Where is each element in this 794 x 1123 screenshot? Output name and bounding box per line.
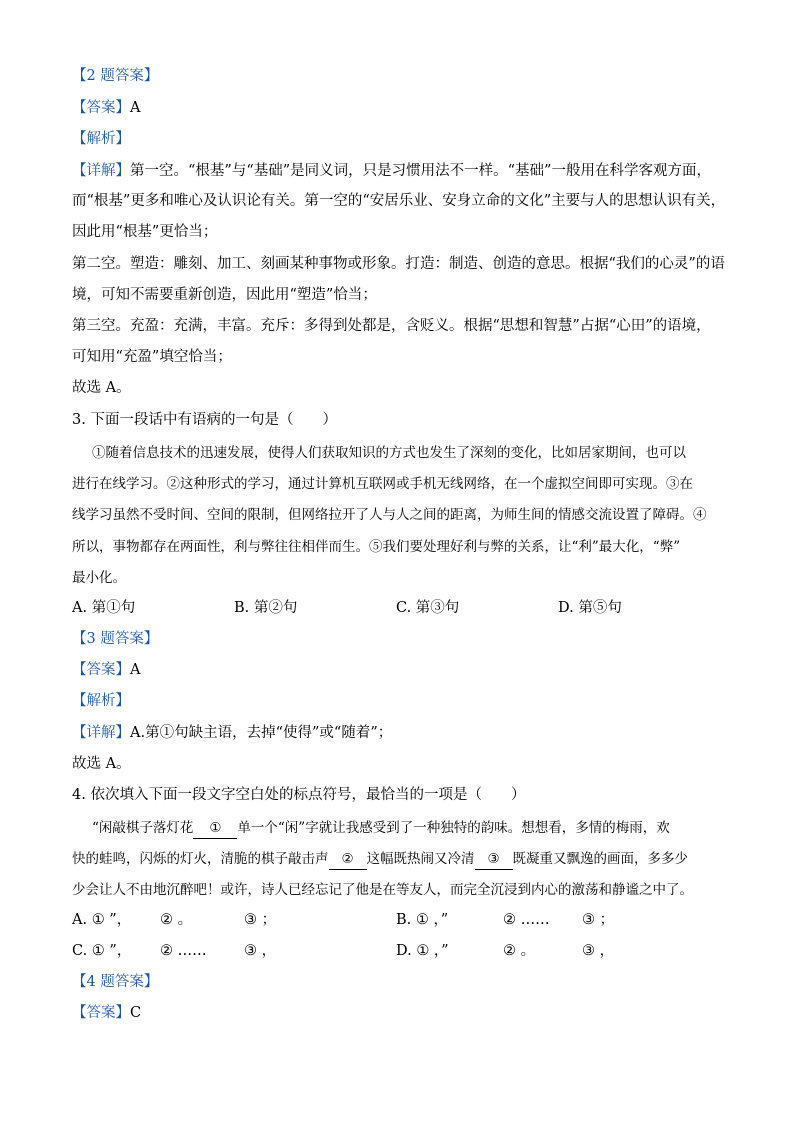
q3-option-a: A. 第①句 [72, 600, 136, 616]
q3-answer [72, 660, 140, 680]
q4-option-c-2: ② …… [160, 943, 207, 959]
q3-answer-header: 【3 题答案】 [72, 631, 159, 647]
answer-tag: 【答案】 [72, 1005, 130, 1021]
q4-passage-line-2: 快的蛙鸣，闪烁的灯火，清脆的棋子敲击声 ② 这幅既热闹又冷清 ③ 既凝重又飘逸的画面，多多少 [72, 849, 688, 870]
q3-passage-line-1: ①随着信息技术的迅速发展，使得人们获取知识的方式也发生了深刻的变化，比如居家期间，也可以 [92, 445, 686, 461]
q4-option-d-2: ② 。 [503, 943, 536, 959]
q4-question: 4. 依次填入下面一段文字空白处的标点符号，最恰当的一项是（ ） [72, 787, 526, 803]
q2-answer-header: 【2 题答案】 [72, 68, 159, 84]
q4-option-c-1: C. ① ”， [72, 943, 132, 959]
q3-passage-line-3: 线学习虽然不受时间、空间的限制，但网络拉开了人与人之间的距离，为师生间的情感交流设置了障碍。④ [72, 507, 707, 523]
q4-option-d-3: ③ ， [582, 943, 615, 959]
q2-answer [72, 98, 140, 118]
q3-conclusion: 故选 A。 [72, 756, 131, 772]
answer-value: A [130, 100, 141, 116]
q3-option-b: B. 第②句 [234, 600, 298, 616]
detail-tag: 【详解】 [72, 725, 130, 741]
detail-tag: 【详解】 [72, 163, 130, 179]
q4-passage-line-1: “闲敲棋子落灯花 ① 单一个“闲”字就让我感受到了一种独特的韵味。想想看，多情的梅雨，欢 [92, 818, 670, 839]
q2-detail-line-5: 境，可知不需要重新创造，因此用“塑造”恰当； [72, 287, 377, 303]
q2-analysis-tag: 【解析】 [72, 131, 130, 147]
q4-answer-header: 【4 题答案】 [72, 974, 159, 990]
answer-tag: 【答案】 [72, 662, 130, 678]
q2-conclusion: 故选 A。 [72, 380, 131, 396]
q2-detail-line-3: 因此用“根基”更恰当； [72, 224, 218, 240]
q3-option-d: D. 第⑤句 [558, 600, 622, 616]
q2-detail-line-7: 可知用“充盈”填空恰当； [72, 349, 232, 365]
q4-option-d-1: D. ① ，” [396, 943, 449, 959]
q3-option-c: C. 第③句 [396, 600, 460, 616]
q4-option-a-3: ③ ； [244, 912, 277, 928]
q4-option-c-3: ③ ， [244, 943, 277, 959]
q2-detail-line-1: 【详解】第一空。“根基”与“基础”是同义词，只是习惯用法不一样。“基础”一般用在科学客观方面， [72, 163, 711, 179]
q3-question: 3. 下面一段话中有语病的一句是（ ） [72, 412, 337, 428]
q3-passage-line-4: 所以，事物都存在两面性，利与弊往往相伴而生。⑤我们要处理好利与弊的关系，让“利”最大化，“弊” [72, 539, 681, 555]
blank-1: ① [193, 818, 237, 839]
q4-option-b-2: ② …… [503, 912, 550, 928]
answer-tag: 【答案】 [72, 100, 130, 116]
q4-passage-line-3: 少会让人不由地沉醉吧！或许，诗人已经忘记了他是在等友人，而完全沉浸到内心的激荡和静谧之中了。 [72, 882, 693, 898]
q4-answer [72, 1003, 141, 1023]
q2-detail-line-2: 而“根基”更多和唯心及认识论有关。第一空的“安居乐业、安身立命的文化”主要与人的思想认识有关， [72, 193, 726, 209]
q4-option-a-1: A. ① ”， [72, 912, 132, 928]
q4-option-b-3: ③ ； [582, 912, 615, 928]
answer-value: C [130, 1005, 142, 1021]
q3-detail: 【详解】A.第①句缺主语，去掉“使得”或“随着”； [72, 725, 393, 741]
q4-option-b-1: B. ① ，” [396, 912, 449, 928]
q3-passage-line-2: 进行在线学习。②这种形式的学习，通过计算机互联网或手机无线网络，在一个虚拟空间即可实现。③在 [72, 476, 693, 492]
q4-option-a-2: ② 。 [160, 912, 193, 928]
q3-passage-line-5: 最小化。 [72, 570, 126, 586]
q3-analysis-tag: 【解析】 [72, 693, 130, 709]
blank-2: ② [329, 849, 367, 870]
q2-detail-line-6: 第三空。充盈：充满，丰富。充斥：多得到处都是，含贬义。根据“思想和智慧”占据“心田”的语境， [72, 318, 711, 334]
blank-3: ③ [475, 849, 513, 870]
answer-value: A [130, 662, 141, 678]
q2-detail-line-4: 第二空。塑造：雕刻、加工、刻画某种事物或形象。打造：制造、创造的意思。根据“我们的心灵”的语 [72, 256, 725, 272]
